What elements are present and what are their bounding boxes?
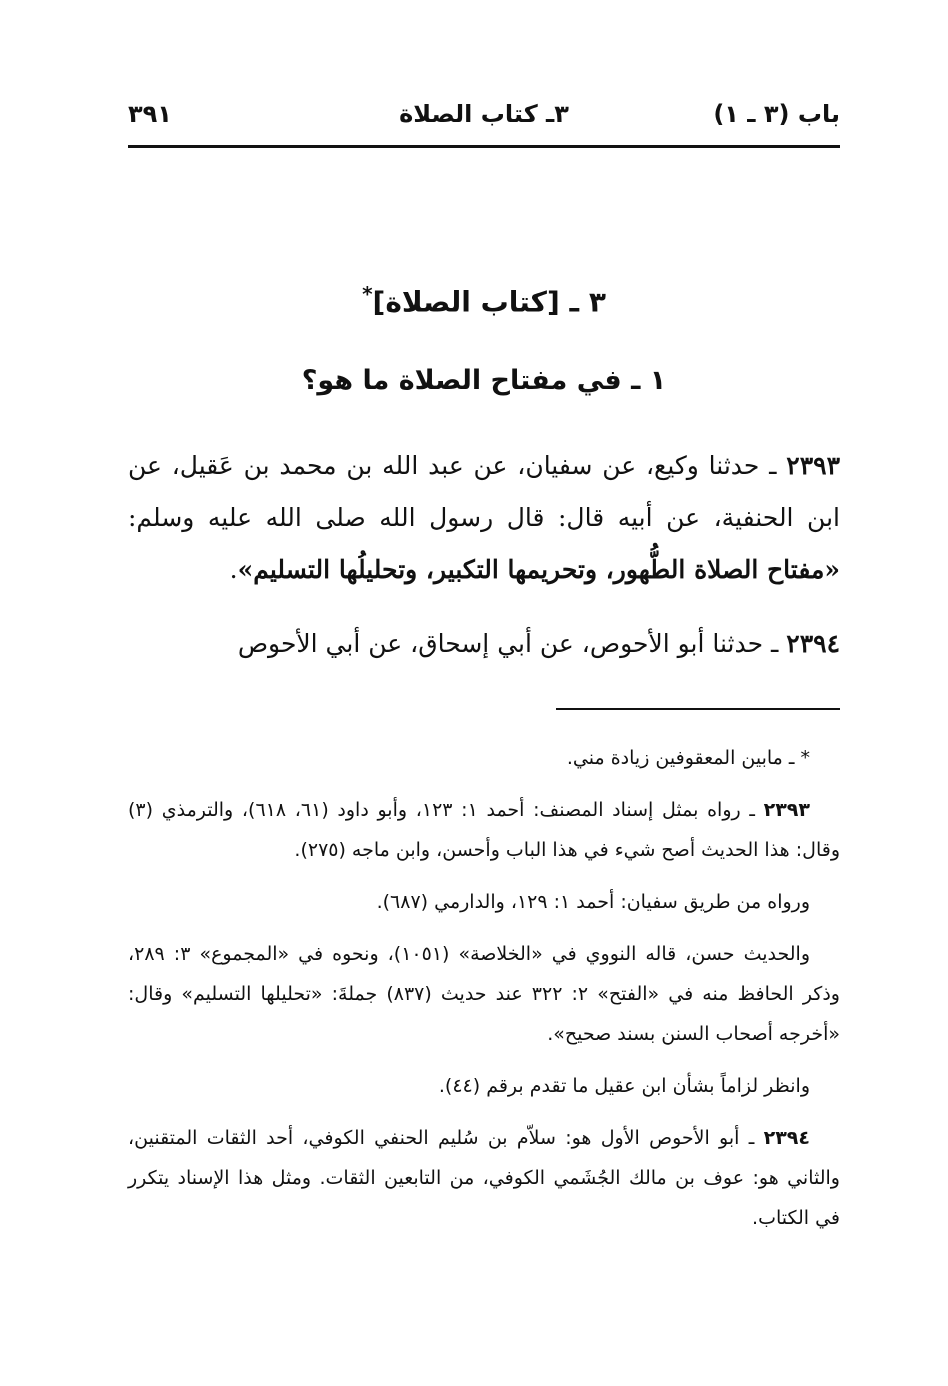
hadith-chain: ـ حدثنا وكيع، عن سفيان، عن عبد الله بن محمد بن عَقيل، عن ابن الحنفية، عن أبيه قال: قال رسول الله صلى الله عليه وسلم: bbox=[128, 451, 840, 532]
footnote-separator bbox=[556, 708, 840, 710]
book-name: ٣ـ كتاب الصلاة bbox=[399, 100, 569, 128]
chapter-reference: باب (٣ ـ ١) bbox=[713, 100, 840, 128]
footnote-text: ـ أبو الأحوص الأول هو: سلاّم بن سُليم الحنفي الكوفي، أحد الثقات المتقنين، والثاني هو: عوف بن مالك الجُشَمي الكوفي، من التابعين الثقات. ومثل هذا الإسناد يتكرر في الكتاب. bbox=[128, 1127, 840, 1229]
page-number: ٣٩١ bbox=[128, 100, 172, 128]
footnote-2393 bbox=[128, 790, 840, 870]
chapter-title: ١ ـ في مفتاح الصلاة ما هو؟ bbox=[301, 365, 667, 396]
running-header bbox=[128, 100, 840, 140]
footnote-text: ـ رواه بمثل إسناد المصنف: أحمد ١: ١٢٣، وأبو داود (٦١، ٦١٨)، والترمذي (٣) وقال: هذا الحديث أصح شيء في هذا الباب وأحسن، وابن ماجه (٢٧٥). bbox=[128, 799, 840, 861]
hadith-matn: «مفتاح الصلاة الطُّهور، وتحريمها التكبير، وتحليلُها التسليم» bbox=[237, 555, 840, 584]
book-title bbox=[128, 282, 840, 318]
footnote-2393-grading: والحديث حسن، قاله النووي في «الخلاصة» (١٠٥١)، ونحوه في «المجموع» ٣: ٢٨٩، وذكر الحافظ منه في «الفتح» ٢: ٣٢٢ عند حديث (٨٣٧) جملةَ: «تحليلها التسليم» وقال: «أخرجه أصحاب السنن بسند صحيح». bbox=[128, 943, 840, 1045]
footnote-2394 bbox=[128, 1118, 840, 1238]
footnotes bbox=[128, 738, 840, 1250]
main-text bbox=[128, 440, 840, 692]
footnote-number: ٢٣٩٣ bbox=[763, 799, 810, 821]
footnote-star: * ـ مابين المعقوفين زيادة مني. bbox=[566, 747, 810, 769]
footnote-2393-sources: ورواه من طريق سفيان: أحمد ١: ١٢٩، والدارمي (٦٨٧). bbox=[376, 891, 810, 913]
footnote-2393-reference: وانظر لزاماً بشأن ابن عقيل ما تقدم برقم (٤٤). bbox=[438, 1075, 810, 1097]
header-rule bbox=[128, 145, 840, 148]
hadith-2393 bbox=[128, 440, 840, 596]
hadith-number: ٢٣٩٤ bbox=[786, 629, 840, 658]
book-title-footnote-mark: * bbox=[362, 282, 373, 306]
hadith-end: . bbox=[229, 555, 238, 584]
hadith-2394 bbox=[128, 618, 840, 670]
hadith-chain: ـ حدثنا أبو الأحوص، عن أبي إسحاق، عن أبي الأحوص bbox=[237, 629, 787, 658]
hadith-number: ٢٣٩٣ bbox=[786, 451, 840, 480]
footnote-number: ٢٣٩٤ bbox=[763, 1127, 810, 1149]
book-title-text: ٣ ـ [كتاب الصلاة] bbox=[372, 285, 606, 319]
